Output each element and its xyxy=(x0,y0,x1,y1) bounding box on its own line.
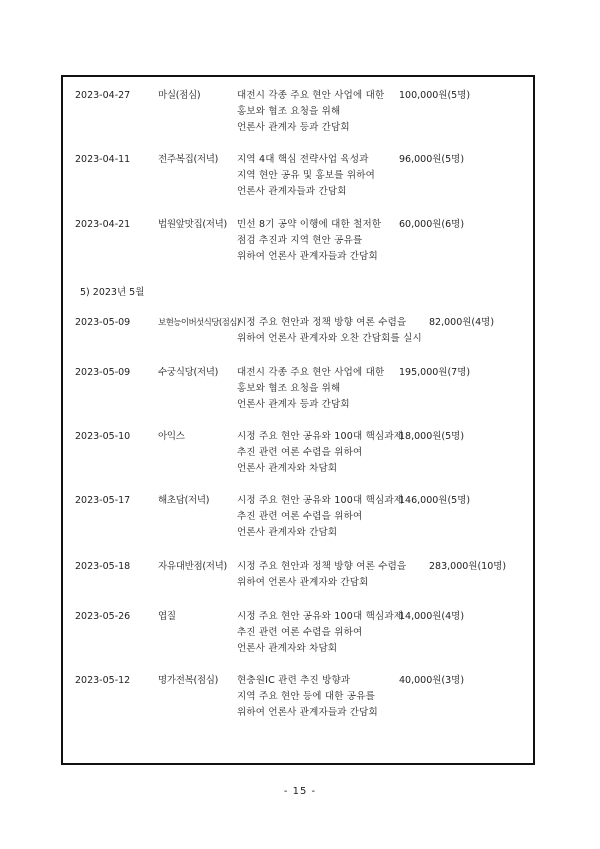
entry-date: 2023-05-12 xyxy=(75,675,131,686)
entry-venue: 아익스 xyxy=(158,431,185,442)
purpose-line: 점검 추진과 지역 현안 공유를 xyxy=(237,235,363,246)
entry-amount: 195,000원(7명) xyxy=(399,367,471,378)
purpose-line: 지역 현안 공유 및 홍보를 위하여 xyxy=(237,170,376,181)
entry-venue: 자유대반점(저녁) xyxy=(158,561,227,572)
entry-amount: 100,000원(5명) xyxy=(399,90,471,101)
purpose-line: 시정 주요 현안 공유와 100대 핵심과제 xyxy=(237,431,404,442)
entry-purpose xyxy=(237,217,381,265)
entry-date: 2023-05-09 xyxy=(75,367,131,378)
entry-date: 2023-05-26 xyxy=(75,611,131,622)
entry-amount: 283,000원(10명) xyxy=(429,561,507,572)
entry-purpose xyxy=(237,88,384,136)
entry-purpose xyxy=(237,315,422,347)
entry-amount: 60,000원(6명) xyxy=(399,219,465,230)
entry-date: 2023-04-11 xyxy=(75,154,131,165)
purpose-line: 시정 주요 현안 공유와 100대 핵심과제 xyxy=(237,611,404,622)
purpose-line: 언론사 관계자 등과 간담회 xyxy=(237,399,350,410)
section-heading: 5) 2023년 5월 xyxy=(80,287,145,298)
entry-date: 2023-05-10 xyxy=(75,431,131,442)
purpose-line: 시정 주요 현안과 정책 방향 여론 수렴을 xyxy=(237,317,407,328)
purpose-line: 지역 4대 핵심 전략사업 육성과 xyxy=(237,154,369,165)
entry-purpose xyxy=(237,673,378,721)
entry-venue: 명가전복(점심) xyxy=(158,675,219,686)
purpose-line: 언론사 관계자와 차담회 xyxy=(237,463,338,474)
entry-venue: 전주복집(저녁) xyxy=(158,154,219,165)
entry-purpose xyxy=(237,493,403,541)
page-number: - 15 - xyxy=(283,786,317,797)
entry-amount: 82,000원(4명) xyxy=(429,317,495,328)
entry-date: 2023-04-21 xyxy=(75,219,131,230)
purpose-line: 위하여 언론사 관계자들과 간담회 xyxy=(237,251,378,262)
purpose-line: 추진 관련 여론 수렴을 위하여 xyxy=(237,627,363,638)
purpose-line: 현충원IC 관련 추진 방향과 xyxy=(237,675,351,686)
purpose-line: 위하여 언론사 관계자와 오찬 간담회를 실시 xyxy=(237,333,422,344)
purpose-line: 홍보와 협조 요청을 위해 xyxy=(237,106,341,117)
entry-purpose xyxy=(237,365,384,413)
purpose-line: 대전시 각종 주요 현안 사업에 대한 xyxy=(237,367,385,378)
purpose-line: 대전시 각종 주요 현안 사업에 대한 xyxy=(237,90,385,101)
entry-amount: 96,000원(5명) xyxy=(399,154,465,165)
entry-amount: 146,000원(5명) xyxy=(399,495,471,506)
purpose-line: 추진 관련 여론 수렴을 위하여 xyxy=(237,447,363,458)
entry-venue: 보현능이버섯식당(점심) xyxy=(158,318,240,328)
entry-venue: 마실(점심) xyxy=(158,90,201,101)
purpose-line: 추진 관련 여론 수렴을 위하여 xyxy=(237,511,363,522)
purpose-line: 언론사 관계자들과 간담회 xyxy=(237,186,347,197)
entry-amount: 40,000원(3명) xyxy=(399,675,465,686)
entry-venue: 해초담(저녁) xyxy=(158,495,210,506)
purpose-line: 언론사 관계자 등과 간담회 xyxy=(237,122,350,133)
entry-date: 2023-05-17 xyxy=(75,495,131,506)
purpose-line: 위하여 언론사 관계자들과 간담회 xyxy=(237,707,378,718)
purpose-line: 시정 주요 현안과 정책 방향 여론 수렴을 xyxy=(237,561,407,572)
entry-date: 2023-05-18 xyxy=(75,561,131,572)
purpose-line: 언론사 관계자와 간담회 xyxy=(237,527,338,538)
entry-purpose xyxy=(237,609,403,657)
entry-venue: 수궁식당(저녁) xyxy=(158,367,219,378)
entry-amount: 18,000원(5명) xyxy=(399,431,465,442)
purpose-line: 언론사 관계자와 차담회 xyxy=(237,643,338,654)
entry-amount: 14,000원(4명) xyxy=(399,611,465,622)
purpose-line: 지역 주요 현안 등에 대한 공유를 xyxy=(237,691,376,702)
purpose-line: 홍보와 협조 요청을 위해 xyxy=(237,383,341,394)
entry-purpose xyxy=(237,429,403,477)
purpose-line: 위하여 언론사 관계자와 간담회 xyxy=(237,577,369,588)
entry-date: 2023-05-09 xyxy=(75,317,131,328)
entry-purpose xyxy=(237,152,375,200)
purpose-line: 시정 주요 현안 공유와 100대 핵심과제 xyxy=(237,495,404,506)
entry-venue: 엽질 xyxy=(158,611,176,622)
entry-purpose xyxy=(237,559,406,591)
entry-date: 2023-04-27 xyxy=(75,90,131,101)
entry-venue: 법원앞맛집(저녁) xyxy=(158,219,227,230)
purpose-line: 민선 8기 공약 이행에 대한 철저한 xyxy=(237,219,382,230)
